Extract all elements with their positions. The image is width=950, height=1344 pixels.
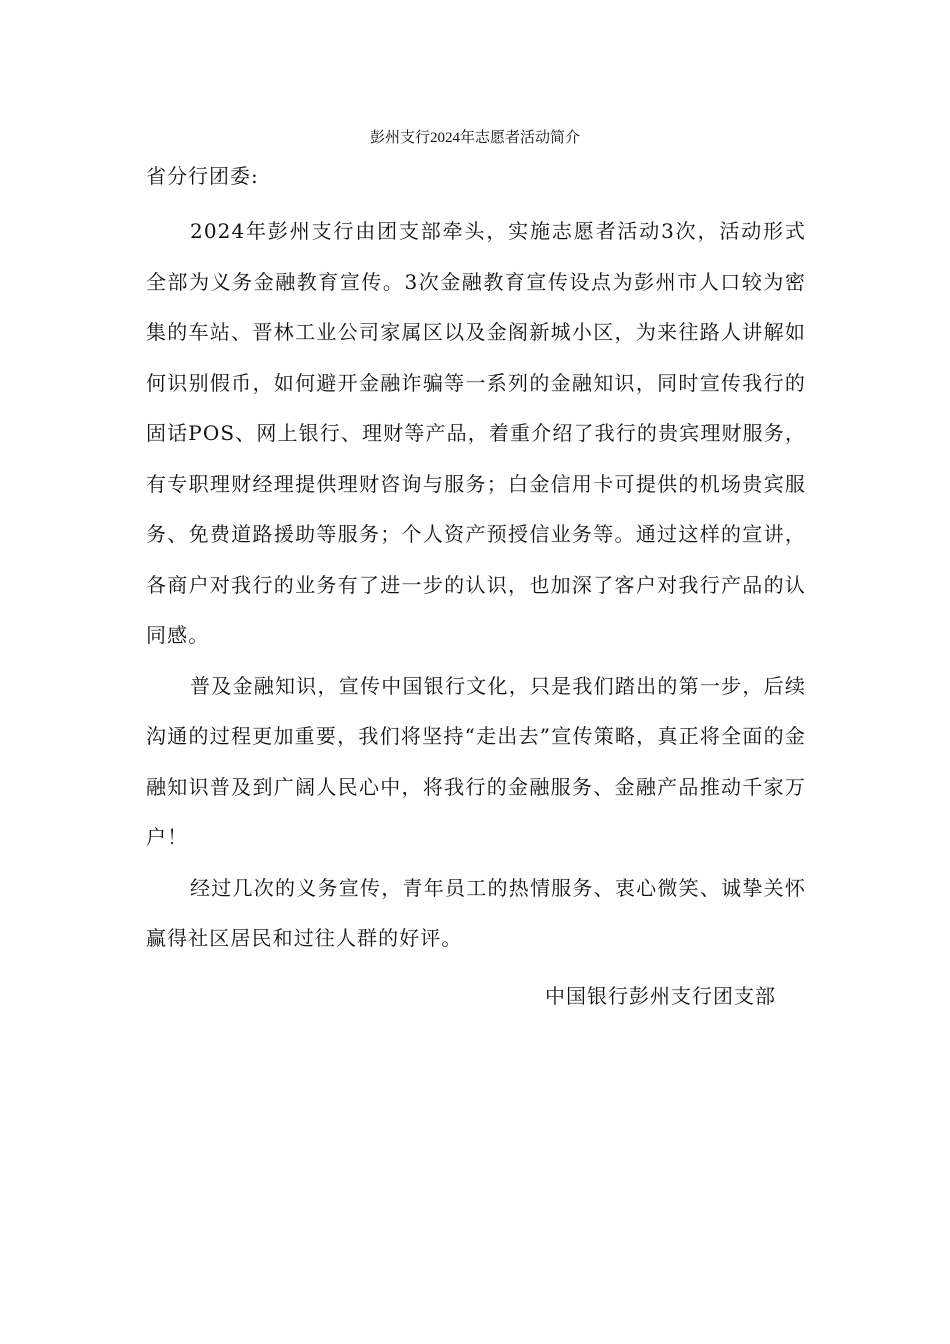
salutation: 省分行团委: [146,164,259,188]
signature: 中国银行彭州支行团支部 [545,984,776,1008]
document-body [146,206,806,964]
paragraph-activities: 2024年彭州支行由团支部牵头，实施志愿者活动3次，活动形式全部为义务金融教育宣传。3次金融教育宣传设点为彭州市人口较为密集的车站、晋林工业公司家属区以及金阁新城小区，为来往路人讲解如何识别假币，如何避开金融诈骗等一系列的金融知识，同时宣传我行的固话POS、网上银行、理财等产品，着重介绍了我行的贵宾理财服务，有专职理财经理提供理财咨询与服务；白金信用卡可提供的机场贵宾服务、免费道路援助等服务；个人资产预授信业务等。通过这样的宣讲，各商户对我行的业务有了进一步的认识，也加深了客户对我行产品的认同感。 [146,219,806,647]
paragraph-outlook: 普及金融知识，宣传中国银行文化，只是我们踏出的第一步，后续沟通的过程更加重要，我们将坚持“走出去”宣传策略，真正将全面的金融知识普及到广阔人民心中，将我行的金融服务、金融产品推动千家万户！ [146,673,806,849]
paragraph-results: 经过几次的义务宣传，青年员工的热情服务、衷心微笑、诚挚关怀赢得社区居民和过往人群的好评。 [146,875,806,950]
document-title: 彭州支行2024年志愿者活动简介 [369,130,580,146]
